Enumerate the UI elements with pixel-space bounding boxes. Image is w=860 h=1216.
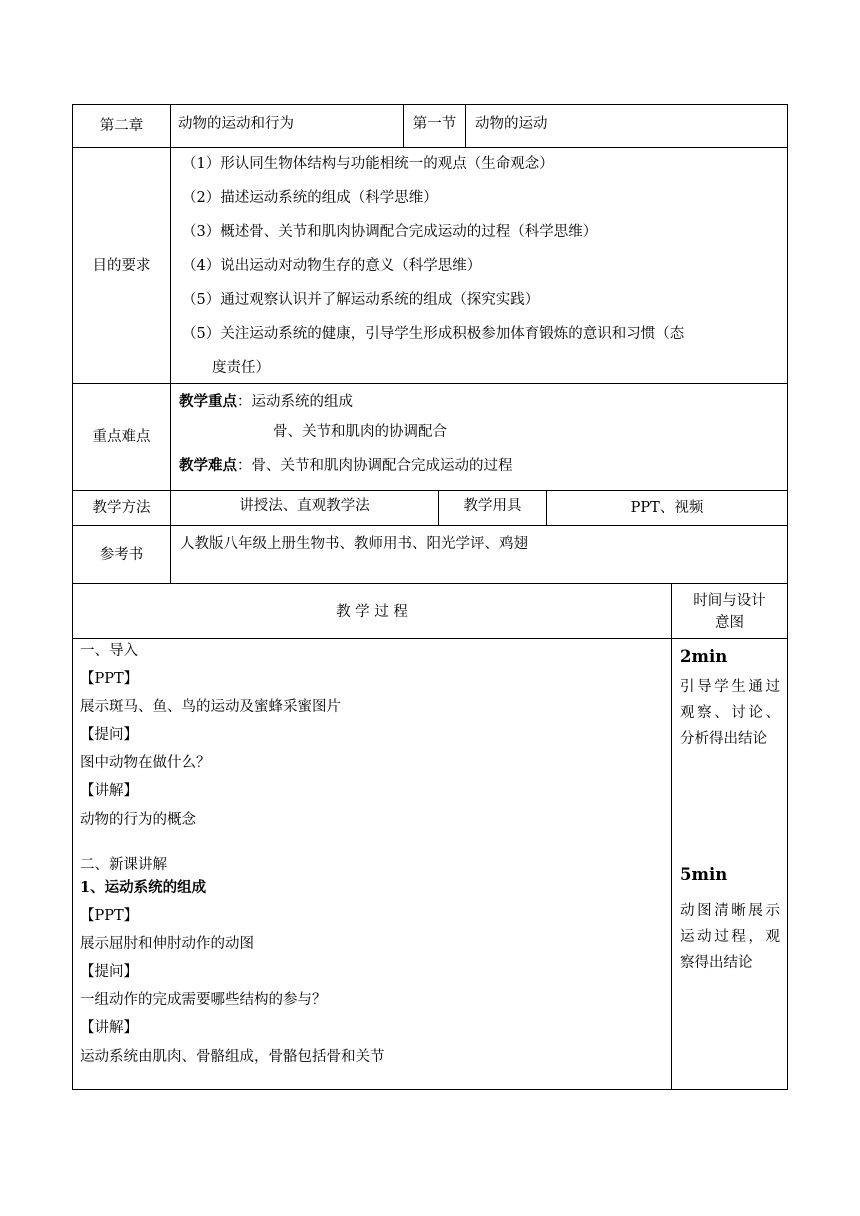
process-title: 教 学 过 程 [336,604,408,620]
goal-item: （5）关注运动系统的健康，引导学生形成积极参加体育锻炼的意识和习惯（态 [182,326,685,342]
process-line-bold: 1、运动系统的组成 [80,879,207,896]
table-border-left [72,104,73,1090]
process-line: 一、导入 [80,643,138,659]
row-divider [72,383,788,384]
process-line: 【讲解】 [80,783,138,799]
difficulty-label: 教学难点 [179,457,237,474]
design-note: 引导学生通过观察、讨论、分析得出结论 [680,679,780,747]
tools-value: PPT、视频 [630,500,704,516]
process-line: 图中动物在做什么？ [80,755,211,771]
design-note: 动图清晰展示运动过程，观察得出结论 [680,903,780,971]
table-border-top [72,104,788,105]
reference-label: 参考书 [99,547,144,563]
goal-item: 度责任） [212,360,270,376]
goals-label: 目的要求 [92,258,151,274]
process-line: 运动系统由肌肉、骨骼组成，骨骼包括骨和关节 [80,1049,385,1065]
side-title-line2: 意图 [715,615,744,631]
section-label: 第一节 [412,116,457,132]
process-line: 一组动作的完成需要哪些结构的参与？ [80,992,327,1008]
process-line: 展示斑马、鱼、鸟的运动及蜜蜂采蜜图片 [80,699,341,715]
process-line: 【提问】 [80,964,138,980]
focus-line [179,392,353,412]
side-column-divider [671,583,672,1090]
goal-item: （4）说出运动对动物生存的意义（科学思维） [182,258,482,274]
process-line: 展示屈肘和伸肘动作的动图 [80,936,254,952]
reference-value: 人教版八年级上册生物书、教师用书、阳光学评、鸡翅 [180,536,528,552]
table-border-bottom [72,1089,788,1090]
goal-item: （2）描述运动系统的组成（科学思维） [182,190,438,206]
key-points-label: 重点难点 [92,429,151,445]
side-title-line1: 时间与设计 [693,593,766,609]
row-divider [72,490,788,491]
method-label: 教学方法 [92,500,151,516]
process-line: 【提问】 [80,727,138,743]
section-title: 动物的运动 [475,116,548,132]
col-divider [465,104,466,148]
process-line: 【讲解】 [80,1020,138,1036]
row-divider [72,147,788,148]
difficulty-text: ：骨、关节和肌肉协调配合完成运动的过程 [237,458,513,474]
row-divider [72,638,788,639]
focus-text: ：运动系统的组成 [237,394,353,410]
lesson-plan-table [72,104,788,1090]
focus-line-2: 骨、关节和肌肉的协调配合 [273,424,447,440]
row-divider [72,525,788,526]
process-line: 二、新课讲解 [80,857,167,873]
focus-label: 教学重点 [179,393,237,410]
chapter-label: 第二章 [99,118,144,134]
process-line: 【PPT】 [80,671,139,687]
goal-item: （3）概述骨、关节和肌肉协调配合完成运动的过程（科学思维） [182,224,598,240]
process-line: 【PPT】 [80,908,139,924]
chapter-title: 动物的运动和行为 [178,116,294,132]
method-value: 讲授法、直观教学法 [239,498,370,514]
tools-label: 教学用具 [463,498,522,514]
time-marker: 5min [680,865,728,884]
time-marker: 2min [680,647,728,666]
table-border-right [787,104,788,1090]
difficulty-line [179,456,513,476]
goal-item: （5）通过观察认识并了解运动系统的组成（探究实践） [182,292,540,308]
goal-item: （1）形认同生物体结构与功能相统一的观点（生命观念） [182,156,554,172]
row-divider [72,583,788,584]
process-line: 动物的行为的概念 [80,812,196,828]
